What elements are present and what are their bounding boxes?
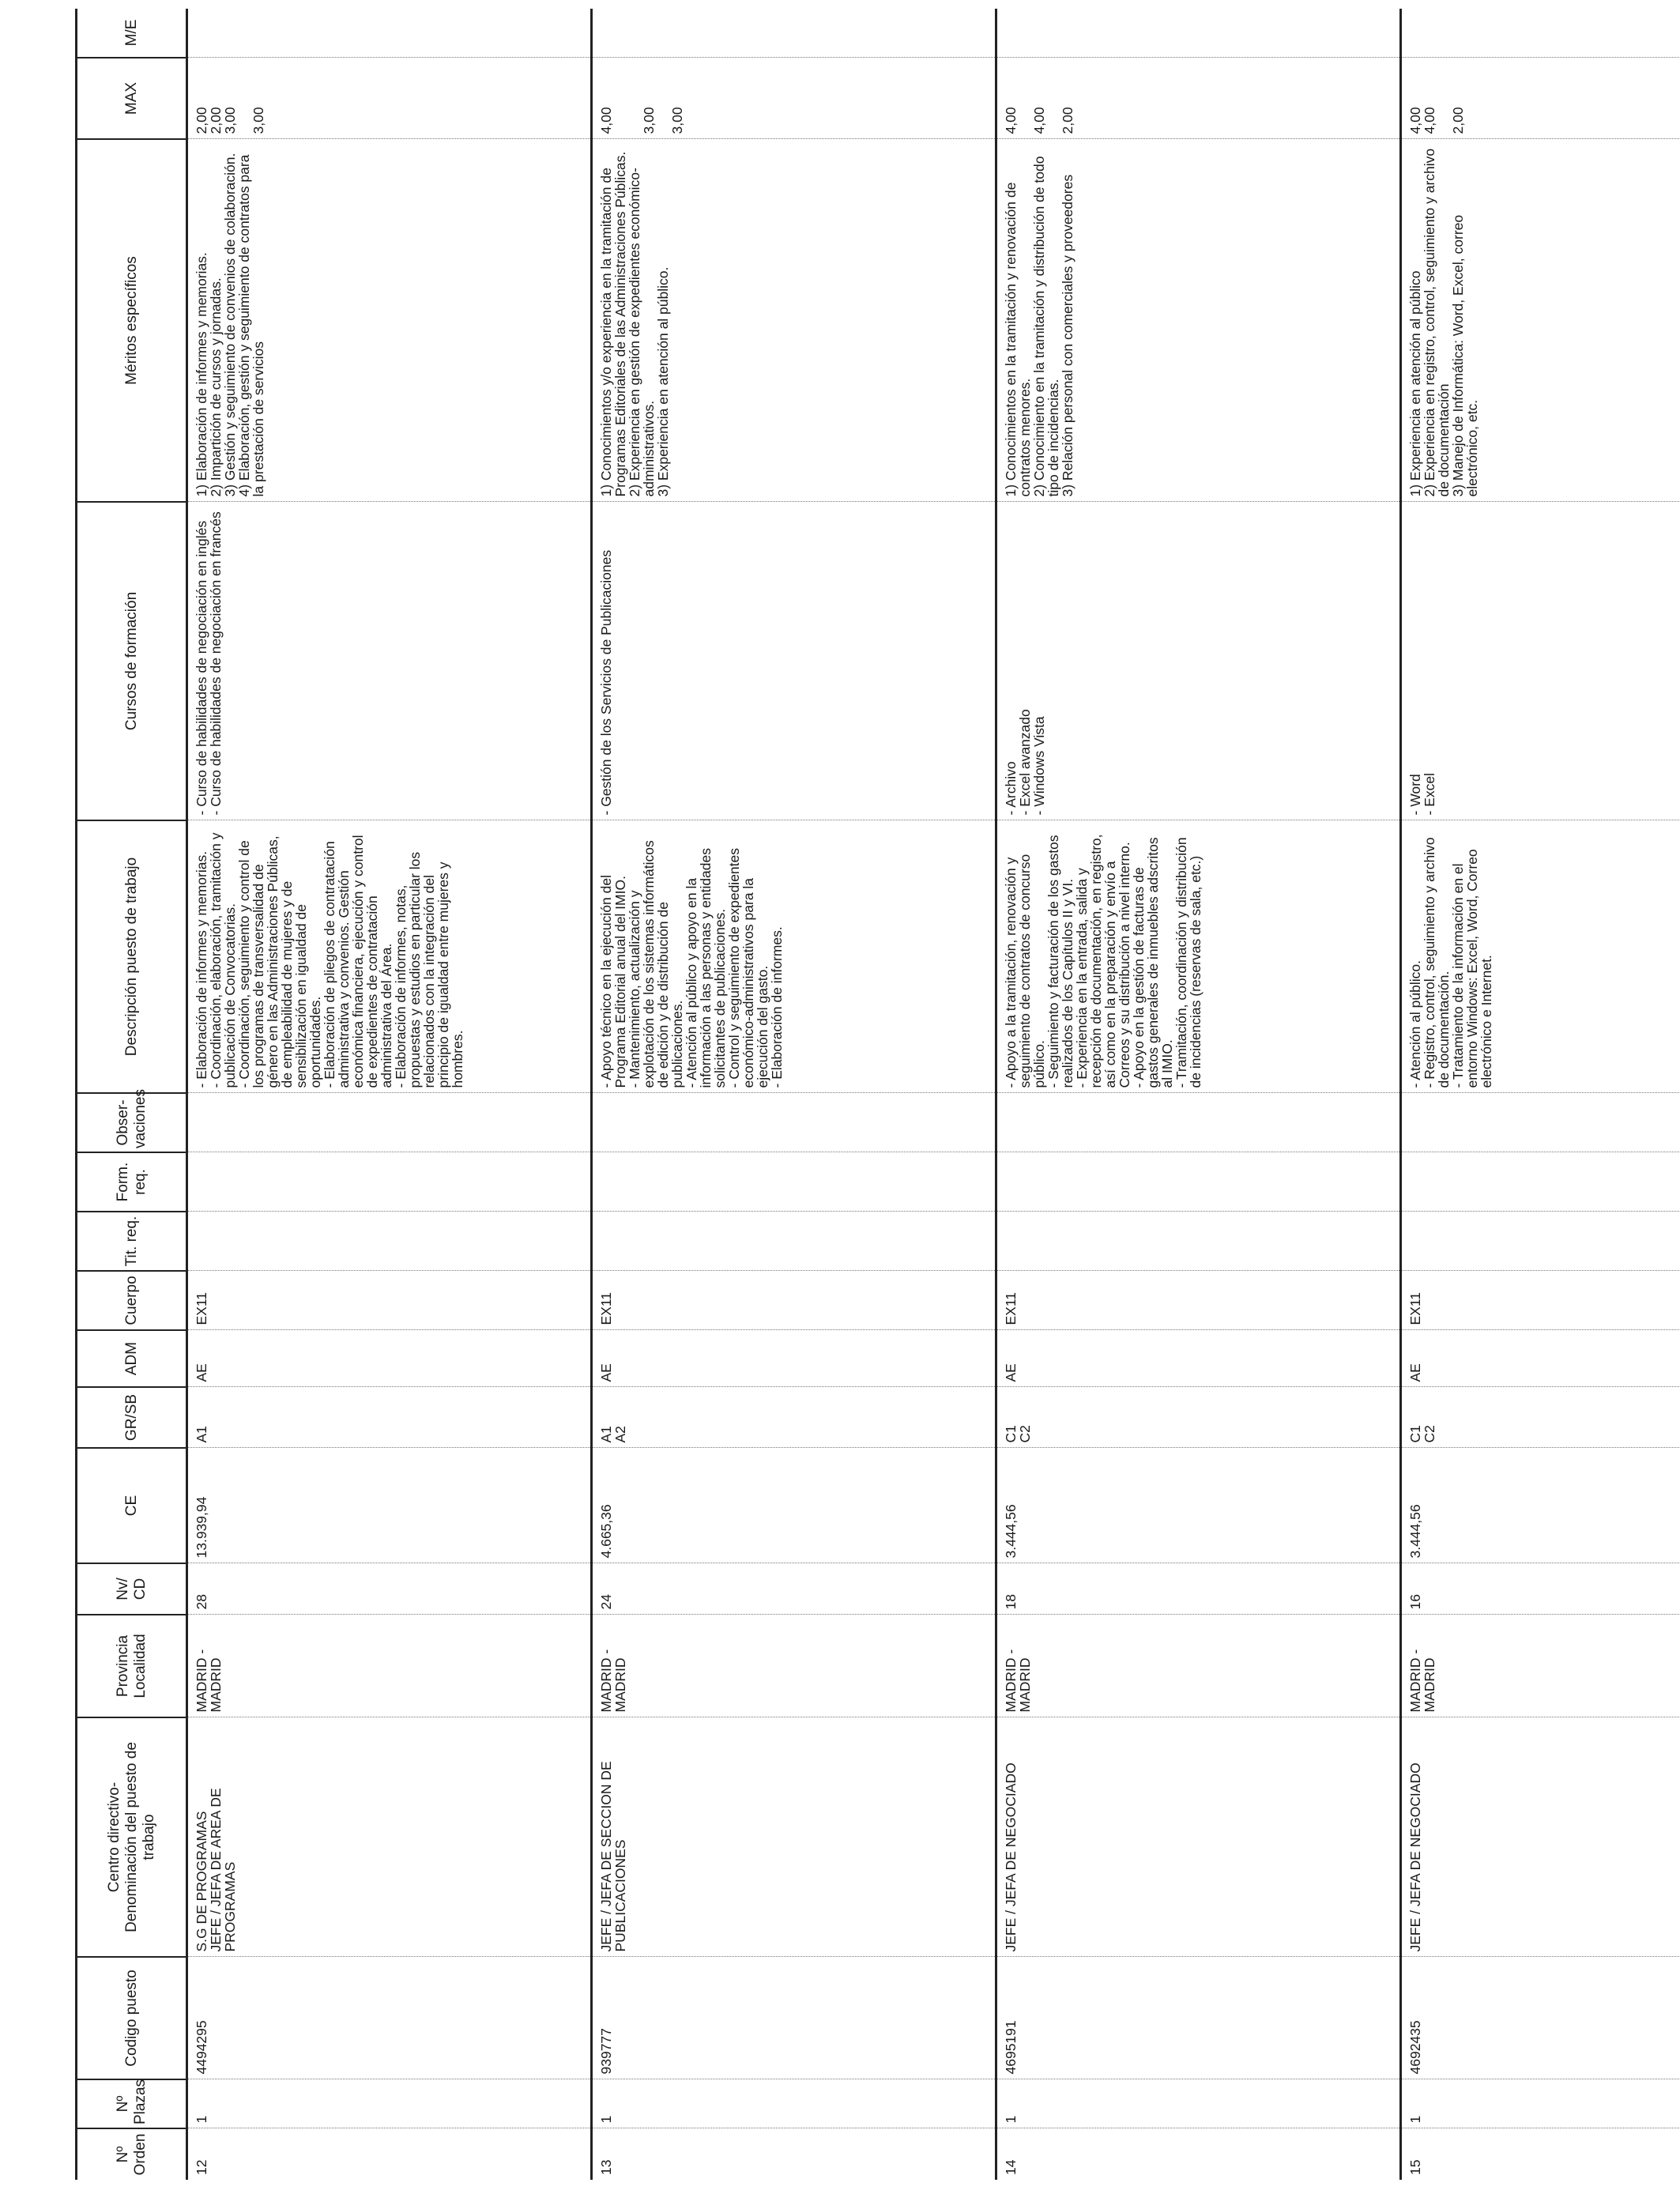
max-value: 2,00 [1450,107,1466,134]
cell-descripcion: - Apoyo técnico en la ejecución del Programa Editorial anual del IMIO. - Mantenimiento, actualización y explotación de los sistemas informáticos de edición y de distribución de publicaciones. - Atención al público y apoyo en la información a las personas y entidades solicitantes de publicaciones. - Control y seguimiento de expedientes económico-administrativos para la ejecución del gasto. - Elaboración de informes. [592,820,996,1093]
header-plazas: Nº Plazas [77,2079,187,2128]
header-obs: Obser-vaciones [77,1093,187,1152]
cell-adm: AE [1401,1330,1680,1387]
cell-codigo: 4695191 [996,1957,1401,2079]
header-meritos: Méritos específicos [77,139,187,502]
cell-me [1401,9,1680,58]
header-me: M/E [77,9,187,58]
header-cuerpo: Cuerpo [77,1271,187,1330]
cell-descripcion: - Atención al público. - Registro, control, seguimiento y archivo de documentación. - Tratamiento de la información en el entorno Windows: Excel, Word, Correo electrónico e Internet. [1401,820,1680,1093]
cell-nivel: 18 [996,1563,1401,1615]
header-cursos: Cursos de formación [77,502,187,820]
max-value: 3,00 [669,107,685,134]
cell-ce: 13.939,94 [187,1448,592,1563]
max-value [656,63,670,134]
cell-adm: AE [592,1330,996,1387]
max-value [1437,63,1451,134]
cell-centro: JEFE / JEFA DE NEGOCIADO [1401,1717,1680,1957]
cell-meritos: 1) Conocimientos y/o experiencia en la tramitación de Programas Editoriales de las Administraciones Públicas. 2) Experiencia en gestión de expedientes económico-administrativos. 3) Experiencia en atención al público. [592,139,996,502]
cell-me [187,9,592,58]
max-value: 4,00 [1031,107,1047,134]
header-grsb: GR/SB [77,1387,187,1448]
max-value: 2,00 [194,107,209,134]
cell-cuerpo: EX11 [1401,1271,1680,1330]
max-value [1018,63,1032,134]
job-positions-table [75,9,1680,2180]
cell-descripcion: - Apoyo a la tramitación, renovación y seguimiento de contratos de concurso público. - Seguimiento y facturación de los gastos realizados de los Capítulos II y VI. - Experiencia en la entrada, salida y recepción de documentación, en registro, así como en la preparación y envío a Correos y su distribución a nivel interno. - Apoyo en la gestión de facturas de gastos generales de inmuebles adscritos al IMIO. - Tramitación, coordinación y distribución de incidencias (reservas de sala, etc.) [996,820,1401,1093]
cell-provincia: MADRID - MADRID [1401,1615,1680,1717]
cell-cursos: - Word - Excel [1401,502,1680,820]
cell-obs [996,1093,1401,1152]
max-value [627,63,642,134]
header-form: Form. req. [77,1152,187,1212]
cell-nivel: 16 [1401,1563,1680,1615]
cell-codigo: 4494295 [187,1957,592,2079]
cell-max [1401,58,1680,139]
cell-centro: S.G DE PROGRAMAS JEFE / JEFA DE AREA DE PROGRAMAS [187,1717,592,1957]
max-value [237,63,251,134]
cell-form [592,1152,996,1212]
cell-ce: 4.665,36 [592,1448,996,1563]
cell-me [996,9,1401,58]
cell-meritos: 1) Experiencia en atención al público 2) Experiencia en registro, control, seguimiento y archivo de documentación 3) Manejo de Informática: Word, Excel, correo electrónico, etc. [1401,139,1680,502]
max-value: 4,00 [598,107,614,134]
header-ce: CE [77,1448,187,1563]
header-row [77,9,187,2180]
cell-centro: JEFE / JEFA DE NEGOCIADO [996,1717,1401,1957]
max-value: 4,00 [1422,107,1437,134]
cell-tit [996,1212,1401,1271]
header-nivel: Nv/ CD [77,1563,187,1615]
cell-grsb: C1 C2 [1401,1387,1680,1448]
cell-cursos: - Archivo - Excel avanzado - Windows Vista [996,502,1401,820]
cell-nivel: 28 [187,1563,592,1615]
cell-tit [1401,1212,1680,1271]
header-codigo: Codigo puesto [77,1957,187,2079]
cell-nivel: 24 [592,1563,996,1615]
header-provincia: Provincia Localidad [77,1615,187,1717]
cell-tit [187,1212,592,1271]
header-centro: Centro directivo- Denominación del puesto de trabajo [77,1717,187,1957]
max-value: 2,00 [1060,107,1075,134]
cell-provincia: MADRID - MADRID [592,1615,996,1717]
cell-plazas: 1 [592,2079,996,2128]
header-orden: Nº Orden [77,2128,187,2180]
cell-grsb: C1 C2 [996,1387,1401,1448]
cell-cuerpo: EX11 [996,1271,1401,1330]
max-value: 3,00 [250,107,266,134]
cell-form [187,1152,592,1212]
cell-meritos: 1) Elaboración de informes y memorias. 2) Impartición de cursos y jornadas. 3) Gestión y seguimiento de convenios de colaboración. 4) Elaboración, gestión y seguimiento de contratos para la prestación de servicios [187,139,592,502]
cell-orden: 13 [592,2128,996,2180]
max-value: 3,00 [222,107,238,134]
cell-cursos: - Curso de habilidades de negociación en inglés - Curso de habilidades de negociación en francés [187,502,592,820]
table-row [1401,9,1680,2180]
cell-plazas: 1 [1401,2079,1680,2128]
cell-obs [1401,1093,1680,1152]
max-value: 4,00 [1003,107,1019,134]
table-row [592,9,996,2180]
table-row [996,9,1401,2180]
cell-ce: 3.444,56 [1401,1448,1680,1563]
cell-grsb: A1 A2 [592,1387,996,1448]
cell-max [187,58,592,139]
cell-codigo: 4692435 [1401,1957,1680,2079]
cell-meritos: 1) Conocimientos en la tramitación y renovación de contratos menores. 2) Conocimiento en la tramitación y distribución de todo tipo de incidencias. 3) Relación personal con comerciales y proveedores [996,139,1401,502]
max-value: 2,00 [208,107,224,134]
max-value [1046,63,1060,134]
cell-ce: 3.444,56 [996,1448,1401,1563]
cell-codigo: 939777 [592,1957,996,2079]
cell-grsb: A1 [187,1387,592,1448]
max-value [613,63,627,134]
header-adm: ADM [77,1330,187,1387]
cell-max [996,58,1401,139]
max-value: 4,00 [1407,107,1423,134]
cell-cursos: - Gestión de los Servicios de Publicaciones [592,502,996,820]
max-value: 3,00 [641,107,657,134]
cell-cuerpo: EX11 [187,1271,592,1330]
cell-form [1401,1152,1680,1212]
header-tit: Tit. req. [77,1212,187,1271]
header-descripcion: Descripción puesto de trabajo [77,820,187,1093]
cell-centro: JEFE / JEFA DE SECCION DE PUBLICACIONES [592,1717,996,1957]
cell-obs [187,1093,592,1152]
cell-orden: 12 [187,2128,592,2180]
cell-form [996,1152,1401,1212]
table-row [187,9,592,2180]
cell-adm: AE [187,1330,592,1387]
header-max: MAX [77,58,187,139]
cell-plazas: 1 [187,2079,592,2128]
cell-max [592,58,996,139]
cell-provincia: MADRID - MADRID [187,1615,592,1717]
cell-descripcion: - Elaboración de informes y memorias. - Coordinación, elaboración, tramitación y publicación de Convocatorias. - Coordinación, seguimiento y control de los programas de transversalidad de género en las Administraciones Públicas, de empleabilidad de mujeres y de sensibilización en igualdad de oportunidades. - Elaboración de pliegos de contratación administrativa y convenios. Gestión económica financiera, ejecución y control de expedientes de contratación administrativa del Área. - Elaboración de informes, notas, propuestas y estudios en particular los relacionados con la integración del principio de igualdad entre mujeres y hombres. [187,820,592,1093]
cell-cuerpo: EX11 [592,1271,996,1330]
cell-orden: 15 [1401,2128,1680,2180]
cell-plazas: 1 [996,2079,1401,2128]
cell-obs [592,1093,996,1152]
cell-tit [592,1212,996,1271]
cell-adm: AE [996,1330,1401,1387]
cell-provincia: MADRID - MADRID [996,1615,1401,1717]
cell-orden: 14 [996,2128,1401,2180]
cell-me [592,9,996,58]
